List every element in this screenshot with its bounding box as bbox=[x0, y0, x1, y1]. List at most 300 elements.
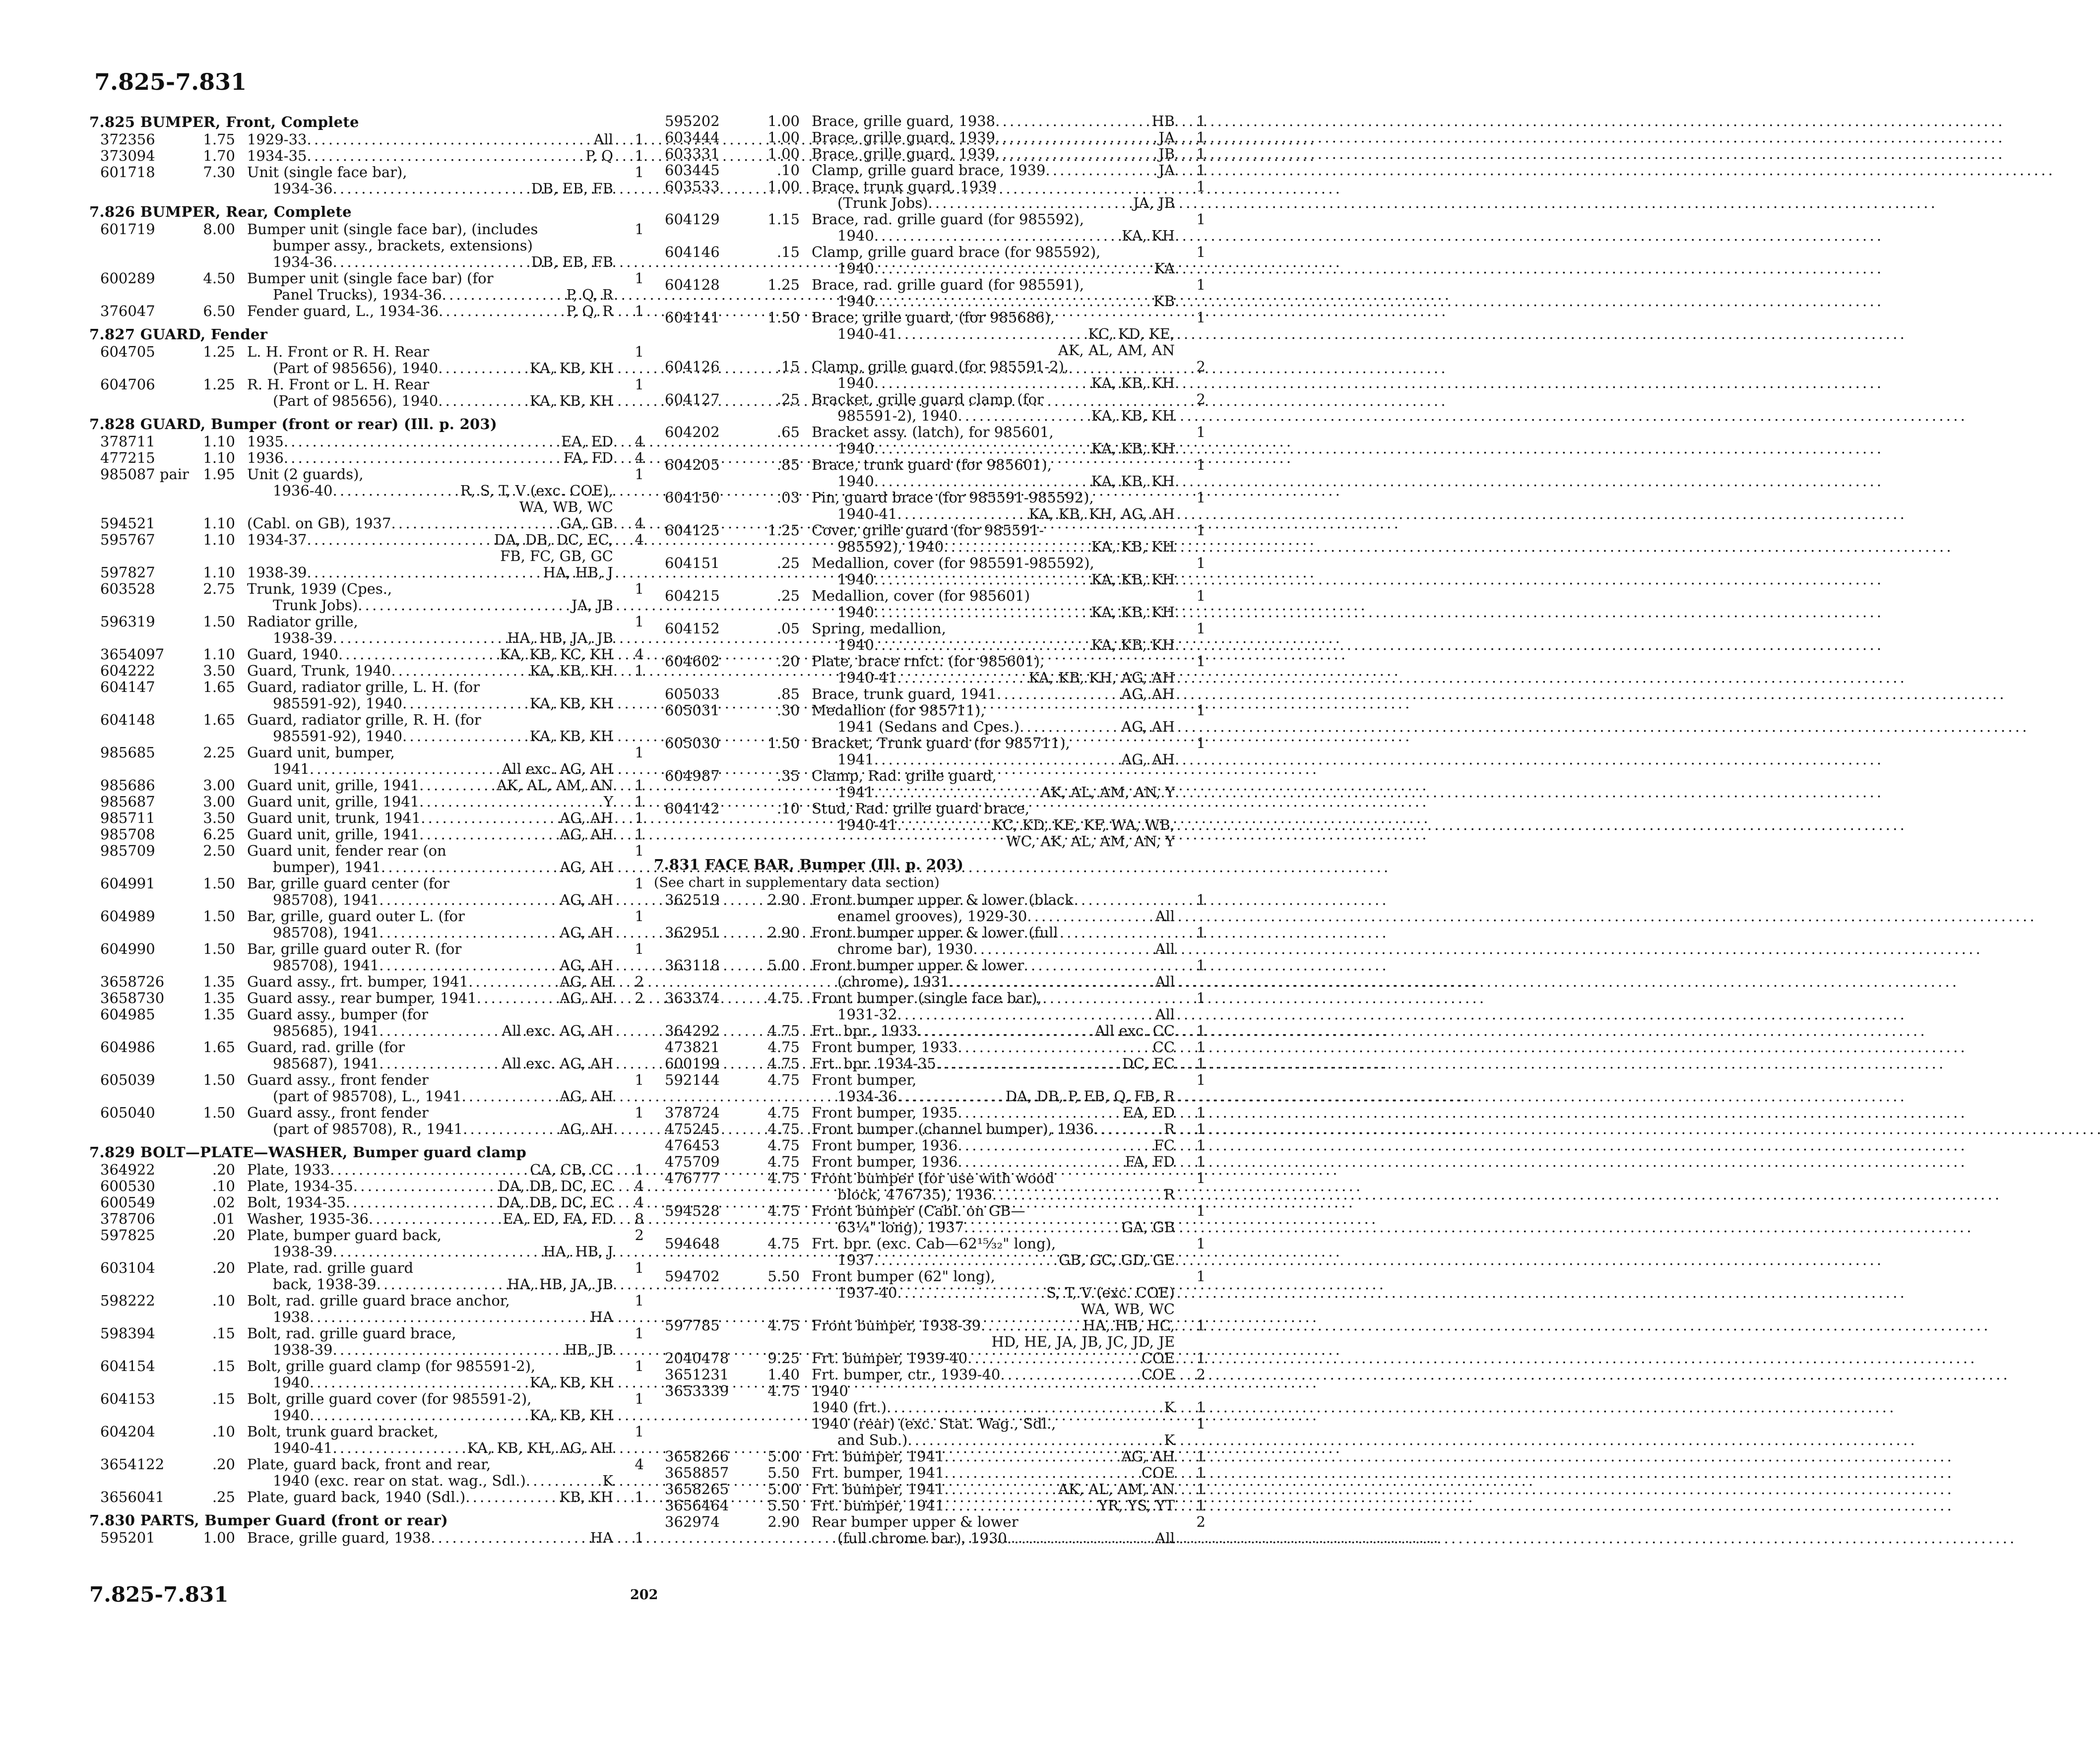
model-codes: AG, AH bbox=[560, 1088, 613, 1105]
dot-leader bbox=[402, 695, 528, 712]
model-codes: KA, KB, KH bbox=[1091, 473, 1175, 490]
part-description bbox=[812, 621, 1175, 653]
part-description bbox=[247, 1105, 613, 1137]
part-number: 597825 bbox=[100, 1227, 155, 1244]
description-text: 985708), 1941 bbox=[273, 924, 380, 941]
description-line bbox=[247, 794, 613, 810]
model-codes: All bbox=[1155, 940, 1175, 957]
model-codes: KA, KB, KH bbox=[1091, 571, 1175, 588]
part-description bbox=[812, 1448, 1175, 1465]
dot-leader bbox=[338, 646, 498, 663]
quantity: 1 bbox=[1196, 702, 1206, 719]
model-codes: P, Q, R bbox=[566, 286, 613, 303]
part-number: 603331 bbox=[665, 145, 720, 162]
dot-leader bbox=[874, 440, 1089, 457]
part-description bbox=[812, 1023, 1175, 1039]
part-row bbox=[654, 1268, 1206, 1317]
dot-leader bbox=[887, 1399, 1162, 1416]
part-row bbox=[89, 777, 644, 794]
quantity: 1 bbox=[1196, 1464, 1206, 1481]
part-row bbox=[89, 1358, 644, 1391]
part-number: 597827 bbox=[100, 564, 155, 581]
description-line bbox=[812, 1350, 1175, 1367]
dot-leader bbox=[897, 326, 1086, 342]
part-description bbox=[247, 564, 613, 581]
part-row bbox=[654, 277, 1206, 310]
part-price: 4.75 bbox=[767, 1055, 800, 1072]
description-line bbox=[247, 843, 613, 859]
quantity: 1 bbox=[1196, 1137, 1206, 1154]
part-number: 604991 bbox=[100, 875, 155, 892]
description-line bbox=[247, 941, 613, 957]
quantity: 1 bbox=[1196, 1481, 1206, 1497]
model-codes: KB bbox=[1153, 293, 1175, 310]
part-price: 4.75 bbox=[767, 990, 800, 1006]
model-codes: HA, HB, JA, JB bbox=[507, 629, 613, 646]
quantity: 1 bbox=[1196, 1202, 1206, 1219]
part-row bbox=[654, 162, 1206, 179]
dot-leader bbox=[310, 761, 500, 777]
quantity: 1 bbox=[1196, 1153, 1206, 1170]
dot-leader bbox=[381, 859, 558, 875]
description-line bbox=[247, 1407, 613, 1424]
description-text: Front bumper, bbox=[812, 1071, 917, 1088]
description-line bbox=[812, 1383, 1175, 1399]
part-price: .15 bbox=[212, 1390, 235, 1407]
part-description bbox=[812, 1154, 1175, 1170]
description-text: 1934-36 bbox=[273, 253, 333, 270]
description-line bbox=[247, 990, 613, 1006]
description-line bbox=[812, 801, 1175, 817]
description-text: enamel grooves), 1929-30 bbox=[837, 908, 1027, 925]
dot-leader bbox=[1019, 719, 1119, 735]
model-codes: All exc. AG, AH bbox=[502, 1055, 613, 1072]
part-row bbox=[654, 457, 1206, 490]
description-line bbox=[812, 1497, 1175, 1514]
part-description bbox=[812, 686, 1175, 702]
dot-leader bbox=[973, 941, 1153, 957]
part-row bbox=[654, 925, 1206, 957]
part-number: 603445 bbox=[665, 162, 720, 179]
part-number: 605040 bbox=[100, 1104, 155, 1121]
description-text: Front bumper upper & lower (black bbox=[812, 891, 1074, 908]
part-row bbox=[654, 1399, 1206, 1416]
model-codes: All bbox=[1155, 973, 1175, 990]
quantity: 4 bbox=[635, 449, 644, 466]
dot-leader bbox=[897, 817, 991, 833]
description-line bbox=[247, 450, 613, 466]
part-description bbox=[812, 129, 1175, 146]
model-codes: All exc. AG, AH bbox=[502, 760, 613, 777]
part-description bbox=[247, 515, 613, 532]
part-row bbox=[89, 344, 644, 376]
description-text: Bolt, grille guard clamp (for 985591-2), bbox=[247, 1358, 536, 1374]
part-number: 604126 bbox=[665, 358, 720, 375]
part-row bbox=[654, 768, 1206, 801]
dot-leader bbox=[1007, 1530, 1153, 1547]
description-line bbox=[812, 1056, 1175, 1072]
model-codes: DA, DB, DC, EC bbox=[498, 1178, 613, 1194]
description-line bbox=[812, 195, 1175, 211]
description-text: Guard, radiator grille, L. H. (for bbox=[247, 679, 480, 695]
page-footer: 7.825-7.831 bbox=[89, 1582, 229, 1607]
description-line bbox=[812, 1448, 1175, 1465]
page-header: 7.825-7.831 bbox=[94, 68, 247, 95]
part-description bbox=[247, 1530, 613, 1546]
description-text: 1940 bbox=[812, 1382, 848, 1399]
part-description bbox=[812, 653, 1175, 686]
description-text: Rear bumper upper & lower bbox=[812, 1513, 1018, 1530]
description-text: Brace, grille guard, 1939 bbox=[812, 145, 996, 162]
description-text: 1940 bbox=[273, 1374, 310, 1391]
quantity: 1 bbox=[635, 875, 644, 892]
part-number: 604142 bbox=[665, 800, 720, 817]
description-text: 1938-39 bbox=[247, 564, 307, 581]
section-note: (See chart in supplementary data section) bbox=[654, 875, 940, 890]
part-price: 4.75 bbox=[767, 1039, 800, 1056]
section-title: 7.827 GUARD, Fender bbox=[89, 326, 268, 343]
model-codes: KA, KB, KH bbox=[529, 1374, 613, 1391]
part-number: 595201 bbox=[100, 1529, 155, 1546]
model-codes: K bbox=[602, 1472, 613, 1489]
dot-leader bbox=[333, 483, 458, 499]
part-price: 1.50 bbox=[203, 613, 235, 630]
description-line bbox=[247, 564, 613, 581]
part-price: 1.25 bbox=[203, 376, 235, 393]
part-description bbox=[812, 892, 1175, 925]
part-number: 604153 bbox=[100, 1390, 155, 1407]
description-line bbox=[247, 483, 613, 499]
part-row bbox=[89, 810, 644, 826]
description-text: Guard unit, fender rear (on bbox=[247, 842, 446, 859]
model-codes: HB, JB bbox=[565, 1341, 613, 1358]
description-text: 1934-37 bbox=[247, 531, 307, 548]
quantity: 1 bbox=[635, 131, 644, 148]
description-text: 1934-36 bbox=[273, 180, 333, 197]
part-row bbox=[654, 1056, 1206, 1072]
part-number: 3656041 bbox=[100, 1489, 165, 1505]
model-codes: DA, DB, DC, EC, bbox=[494, 531, 613, 548]
description-text: 1940 bbox=[837, 604, 874, 621]
part-description bbox=[812, 925, 1175, 957]
part-description bbox=[247, 908, 613, 941]
part-number: 3656464 bbox=[665, 1497, 729, 1514]
model-codes: AG, AH bbox=[1121, 718, 1175, 735]
model-codes: AG, AH bbox=[560, 973, 613, 990]
model-codes: All exc. CC bbox=[1094, 1022, 1175, 1039]
description-line bbox=[247, 1374, 613, 1391]
quantity: 1 bbox=[1196, 424, 1206, 440]
part-price: 1.95 bbox=[203, 466, 235, 483]
part-row bbox=[89, 875, 644, 908]
model-codes: All bbox=[1155, 908, 1175, 925]
part-row bbox=[89, 679, 644, 712]
quantity: 1 bbox=[1196, 129, 1206, 146]
description-text: 1936 bbox=[247, 449, 284, 466]
part-number: 595202 bbox=[665, 113, 720, 129]
description-text: Bolt, rad. grille guard brace anchor, bbox=[247, 1292, 510, 1309]
description-line bbox=[812, 686, 1175, 702]
part-price: .10 bbox=[776, 162, 800, 179]
description-line bbox=[812, 293, 1175, 310]
part-number: 985686 bbox=[100, 777, 155, 794]
quantity bbox=[613, 712, 644, 728]
quantity: 1 bbox=[635, 221, 644, 238]
description-text: Plate, 1934-35 bbox=[247, 1178, 353, 1194]
part-description bbox=[247, 614, 613, 646]
dot-leader bbox=[307, 564, 541, 581]
description-text: 1938-39 bbox=[273, 1243, 333, 1260]
model-codes: KA, KB, KC, KH bbox=[500, 646, 613, 663]
part-description bbox=[247, 1456, 613, 1489]
part-description bbox=[812, 162, 1175, 179]
description-text: 1940 bbox=[837, 440, 874, 457]
quantity bbox=[1175, 686, 1206, 702]
part-number: 604987 bbox=[665, 767, 720, 784]
description-text: Brace, trunk guard, 1939 bbox=[812, 178, 997, 195]
model-codes: HA bbox=[590, 1309, 613, 1325]
description-line bbox=[812, 1252, 1175, 1268]
part-description bbox=[247, 581, 613, 614]
description-line bbox=[247, 761, 613, 777]
part-row bbox=[89, 1072, 644, 1105]
part-number: 373094 bbox=[100, 147, 155, 164]
part-row bbox=[654, 621, 1206, 653]
dot-leader bbox=[526, 1473, 601, 1489]
description-text: Plate, guard back, 1940 (Sdl.) bbox=[247, 1489, 466, 1505]
dot-leader bbox=[874, 1252, 1057, 1268]
dot-leader bbox=[964, 1219, 1120, 1236]
quantity: 1 bbox=[1196, 555, 1206, 571]
part-price: 2.90 bbox=[767, 891, 800, 908]
part-description bbox=[812, 768, 1175, 801]
part-price: 3.50 bbox=[203, 662, 235, 679]
quantity: 1 bbox=[635, 908, 644, 925]
quantity bbox=[613, 1039, 644, 1056]
model-codes: AK, AL, AM, AN bbox=[1058, 1481, 1175, 1497]
dot-leader bbox=[992, 1186, 1162, 1203]
quantity: 4 bbox=[635, 515, 644, 532]
part-row bbox=[654, 1121, 1206, 1137]
quantity: 2 bbox=[635, 1227, 644, 1244]
dot-leader bbox=[917, 1023, 1092, 1039]
description-line bbox=[247, 712, 613, 728]
model-codes: FA, FD bbox=[1125, 1153, 1175, 1170]
part-price: 1.50 bbox=[203, 940, 235, 957]
quantity: 1 bbox=[635, 580, 644, 597]
model-codes: R bbox=[1164, 1121, 1175, 1137]
part-description bbox=[812, 1072, 1175, 1105]
part-price: 1.00 bbox=[767, 178, 800, 195]
quantity: 4 bbox=[635, 1178, 644, 1194]
part-price: 4.75 bbox=[767, 1202, 800, 1219]
model-codes: EA, ED bbox=[561, 433, 613, 450]
quantity: 2 bbox=[635, 990, 644, 1006]
description-text: Guard, 1940 bbox=[247, 646, 338, 663]
part-description bbox=[812, 1416, 1175, 1448]
description-line bbox=[812, 1186, 1175, 1203]
part-number: 604127 bbox=[665, 391, 720, 408]
description-line bbox=[247, 344, 613, 360]
part-price: .35 bbox=[776, 767, 800, 784]
part-row bbox=[654, 1481, 1206, 1497]
description-text: Brace, trunk guard, 1941 bbox=[812, 686, 997, 702]
part-row bbox=[89, 1456, 644, 1489]
part-row bbox=[89, 1530, 644, 1546]
part-price: 9.25 bbox=[767, 1350, 800, 1367]
description-text: (full chrome bar), 1930 bbox=[837, 1530, 1007, 1547]
description-text: 1940 bbox=[837, 571, 874, 588]
description-text: Unit (2 guards), bbox=[247, 466, 364, 483]
part-description bbox=[812, 1121, 1175, 1137]
description-text: Unit (single face bar), bbox=[247, 164, 407, 181]
model-codes: K bbox=[1164, 1432, 1175, 1448]
model-codes: DB, EB, FB bbox=[531, 253, 613, 270]
description-line bbox=[247, 270, 613, 287]
part-description bbox=[247, 164, 613, 197]
description-line bbox=[812, 211, 1175, 228]
part-price: 2.90 bbox=[767, 1513, 800, 1530]
description-line bbox=[812, 179, 1175, 195]
dot-leader bbox=[995, 129, 1156, 146]
dot-leader bbox=[333, 1342, 563, 1358]
part-number: 601718 bbox=[100, 164, 155, 181]
part-number: 475709 bbox=[665, 1153, 720, 1170]
part-price: 1.10 bbox=[203, 449, 235, 466]
description-text: Front bumper, 1936 bbox=[812, 1137, 958, 1154]
part-description bbox=[812, 1137, 1175, 1154]
part-description bbox=[247, 941, 613, 974]
catalog-section bbox=[89, 415, 644, 1137]
part-row bbox=[89, 148, 644, 164]
part-row bbox=[89, 1211, 644, 1227]
description-line bbox=[812, 457, 1175, 473]
model-codes-continued: HD, HE, JA, JB, JC, JD, JE bbox=[991, 1333, 1175, 1350]
description-text: 985708), 1941 bbox=[273, 891, 380, 908]
dot-leader bbox=[442, 287, 565, 303]
dot-leader bbox=[333, 181, 529, 197]
part-number: 604990 bbox=[100, 940, 155, 957]
quantity: 1 bbox=[1196, 145, 1206, 162]
part-price: 1.50 bbox=[767, 309, 800, 326]
description-line bbox=[812, 1530, 1175, 1547]
model-codes: KA, KB, KH bbox=[529, 360, 613, 376]
part-description bbox=[812, 1170, 1175, 1203]
description-line bbox=[247, 1309, 613, 1325]
section-title: 7.825 BUMPER, Front, Complete bbox=[89, 114, 359, 130]
model-codes: KA, KB, KH bbox=[1091, 604, 1175, 621]
quantity: 1 bbox=[635, 1292, 644, 1309]
part-price: 2.75 bbox=[203, 580, 235, 597]
quantity: 1 bbox=[635, 1259, 644, 1276]
part-price: 1.15 bbox=[767, 211, 800, 228]
part-row bbox=[89, 164, 644, 197]
description-text: 1938-39 bbox=[273, 1341, 333, 1358]
description-line bbox=[247, 1260, 613, 1276]
part-row bbox=[654, 702, 1206, 735]
description-text: Bumper unit (single face bar), (includes bbox=[247, 221, 538, 238]
section-title: 7.828 GUARD, Bumper (front or rear) (Ill. p. 203) bbox=[89, 416, 498, 433]
model-codes: KA, KB, KH, AG, AH bbox=[1028, 505, 1175, 522]
description-text: Front bumper (single face bar), bbox=[812, 990, 1042, 1006]
part-price: .03 bbox=[776, 489, 800, 506]
quantity: 1 bbox=[635, 1529, 644, 1546]
model-codes: JA bbox=[1158, 129, 1175, 146]
dot-leader bbox=[1000, 1367, 1139, 1383]
description-text: 1935 bbox=[247, 433, 284, 450]
dot-leader bbox=[379, 1023, 500, 1039]
part-row bbox=[654, 1154, 1206, 1170]
description-text: (Part of 985656), 1940 bbox=[273, 360, 439, 376]
quantity bbox=[613, 679, 644, 695]
part-row bbox=[89, 843, 644, 875]
part-description bbox=[247, 875, 613, 908]
part-number: 594648 bbox=[665, 1235, 720, 1252]
description-line bbox=[247, 1391, 613, 1407]
model-codes: AG, AH bbox=[560, 957, 613, 974]
part-row bbox=[89, 663, 644, 679]
part-description bbox=[247, 1072, 613, 1105]
part-row bbox=[89, 826, 644, 843]
description-text: back, 1938-39 bbox=[273, 1276, 377, 1293]
dot-leader bbox=[874, 571, 1089, 588]
description-line bbox=[247, 810, 613, 826]
part-price: 1.35 bbox=[203, 973, 235, 990]
quantity: 1 bbox=[1196, 1317, 1206, 1334]
part-price: .15 bbox=[776, 244, 800, 260]
part-price: 3.50 bbox=[203, 810, 235, 826]
catalog-section bbox=[89, 113, 644, 197]
model-codes: R, S, T, V (exc. COE), bbox=[460, 482, 613, 499]
part-description bbox=[812, 1039, 1175, 1056]
quantity: 1 bbox=[1196, 1022, 1206, 1039]
part-row bbox=[89, 376, 644, 409]
section-title: 7.831 FACE BAR, Bumper (Ill. p. 203) bbox=[654, 856, 964, 873]
description-text: 1940 bbox=[837, 636, 874, 653]
part-number: 3651231 bbox=[665, 1366, 729, 1383]
description-line bbox=[247, 1293, 613, 1309]
part-description bbox=[812, 1481, 1175, 1497]
description-text: Frt. bpr. (exc. Cab—62¹⁵⁄₃₂" long), bbox=[812, 1235, 1056, 1252]
description-line bbox=[247, 826, 613, 843]
part-description bbox=[812, 1317, 1175, 1350]
part-number: 603104 bbox=[100, 1259, 155, 1276]
description-text: 1940-41 bbox=[837, 669, 897, 686]
description-line bbox=[812, 1514, 1175, 1530]
part-price: 1.10 bbox=[203, 515, 235, 532]
part-price: 5.00 bbox=[767, 1481, 800, 1497]
part-description bbox=[812, 1399, 1175, 1416]
model-codes: KA, KB, KH, AG, AH bbox=[467, 1439, 613, 1456]
quantity: 1 bbox=[1196, 1071, 1206, 1088]
part-number: 3658265 bbox=[665, 1481, 729, 1497]
part-price: .10 bbox=[212, 1423, 235, 1440]
dot-leader bbox=[358, 597, 570, 614]
description-text: Guard assy., front fender bbox=[247, 1104, 429, 1121]
description-text: (part of 985708), R., 1941 bbox=[273, 1121, 463, 1137]
part-number: 3658266 bbox=[665, 1448, 729, 1465]
part-number: 594528 bbox=[665, 1202, 720, 1219]
part-description bbox=[247, 1424, 613, 1456]
part-description bbox=[812, 1383, 1175, 1399]
part-price: .15 bbox=[212, 1358, 235, 1374]
description-text: Guard assy., frt. bumper, 1941 bbox=[247, 973, 469, 990]
part-number: 600289 bbox=[100, 270, 155, 287]
quantity: 1 bbox=[1196, 162, 1206, 179]
description-line bbox=[247, 466, 613, 483]
description-text: 1941 (Sedans and Cpes.) bbox=[837, 718, 1020, 735]
model-codes: AK, AL, AM, AN, Y bbox=[1040, 784, 1175, 801]
